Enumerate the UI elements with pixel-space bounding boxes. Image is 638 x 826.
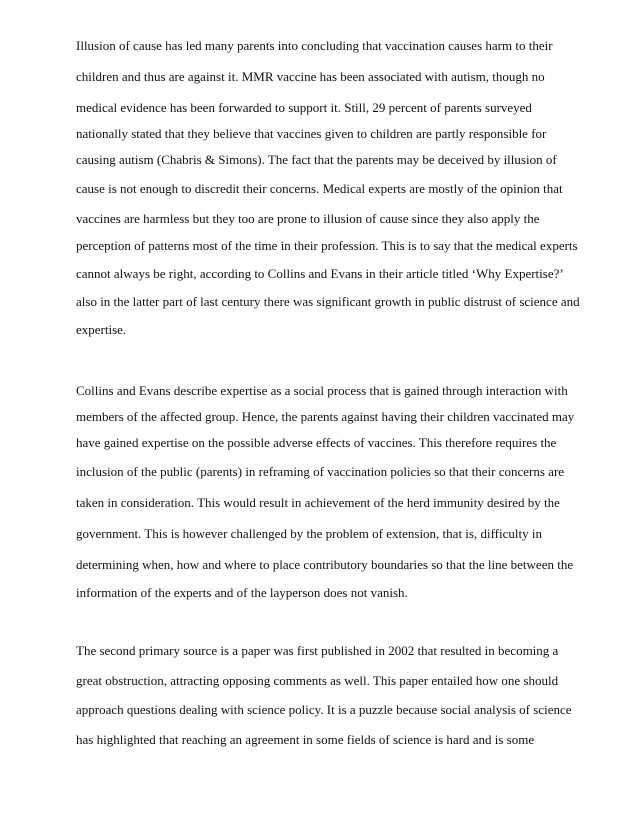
paragraph-1-line-5: causing autism (Chabris & Simons). The fact that the parents may be deceived by illusion of [76,152,557,167]
paragraph-1-line-8: perception of patterns most of the time in their profession. This is to say that the medical experts [76,238,578,253]
paragraph-2-line-3: have gained expertise on the possible adverse effects of vaccines. This therefore requires the [76,435,557,450]
paragraph-1-line-10: also in the latter part of last century there was significant growth in public distrust of science and [76,294,580,309]
paragraph-2-line-8: information of the experts and of the layperson does not vanish. [76,585,408,600]
paragraph-1-line-3: medical evidence has been forwarded to support it. Still, 29 percent of parents surveyed [76,100,532,115]
paragraph-1-line-4: nationally stated that they believe that vaccines given to children are partly responsible for [76,126,547,141]
paragraph-1-line-6: cause is not enough to discredit their concerns. Medical experts are mostly of the opinion that [76,181,563,196]
paragraph-2-line-2: members of the affected group. Hence, the parents against having their children vaccinated may [76,409,575,424]
paragraph-1-line-2: children and thus are against it. MMR vaccine has been associated with autism, though no [76,69,545,84]
paragraph-3-line-2: great obstruction, attracting opposing comments as well. This paper entailed how one should [76,673,559,688]
paragraph-3-line-3: approach questions dealing with science policy. It is a puzzle because social analysis of science [76,702,572,717]
paragraph-1-line-1: Illusion of cause has led many parents into concluding that vaccination causes harm to their [76,38,553,53]
paragraph-1-line-11: expertise. [76,322,127,337]
paragraph-3-line-1: The second primary source is a paper was first published in 2002 that resulted in becoming a [76,643,559,658]
paragraph-3-line-4: has highlighted that reaching an agreement in some fields of science is hard and is some [76,732,535,747]
paragraph-1-line-7: vaccines are harmless but they too are prone to illusion of cause since they also apply the [76,211,540,226]
paragraph-2-line-7: determining when, how and where to place contributory boundaries so that the line between the [76,557,574,572]
paragraph-2-line-6: government. This is however challenged by the problem of extension, that is, difficulty in [76,526,542,541]
paragraph-2-line-5: taken in consideration. This would result in achievement of the herd immunity desired by the [76,495,560,510]
paragraph-1-line-9: cannot always be right, according to Collins and Evans in their article titled ‘Why Expertise?’ [76,266,564,281]
paragraph-2-line-4: inclusion of the public (parents) in reframing of vaccination policies so that their concerns are [76,464,565,479]
paragraph-2-line-1: Collins and Evans describe expertise as a social process that is gained through interaction with [76,383,568,398]
